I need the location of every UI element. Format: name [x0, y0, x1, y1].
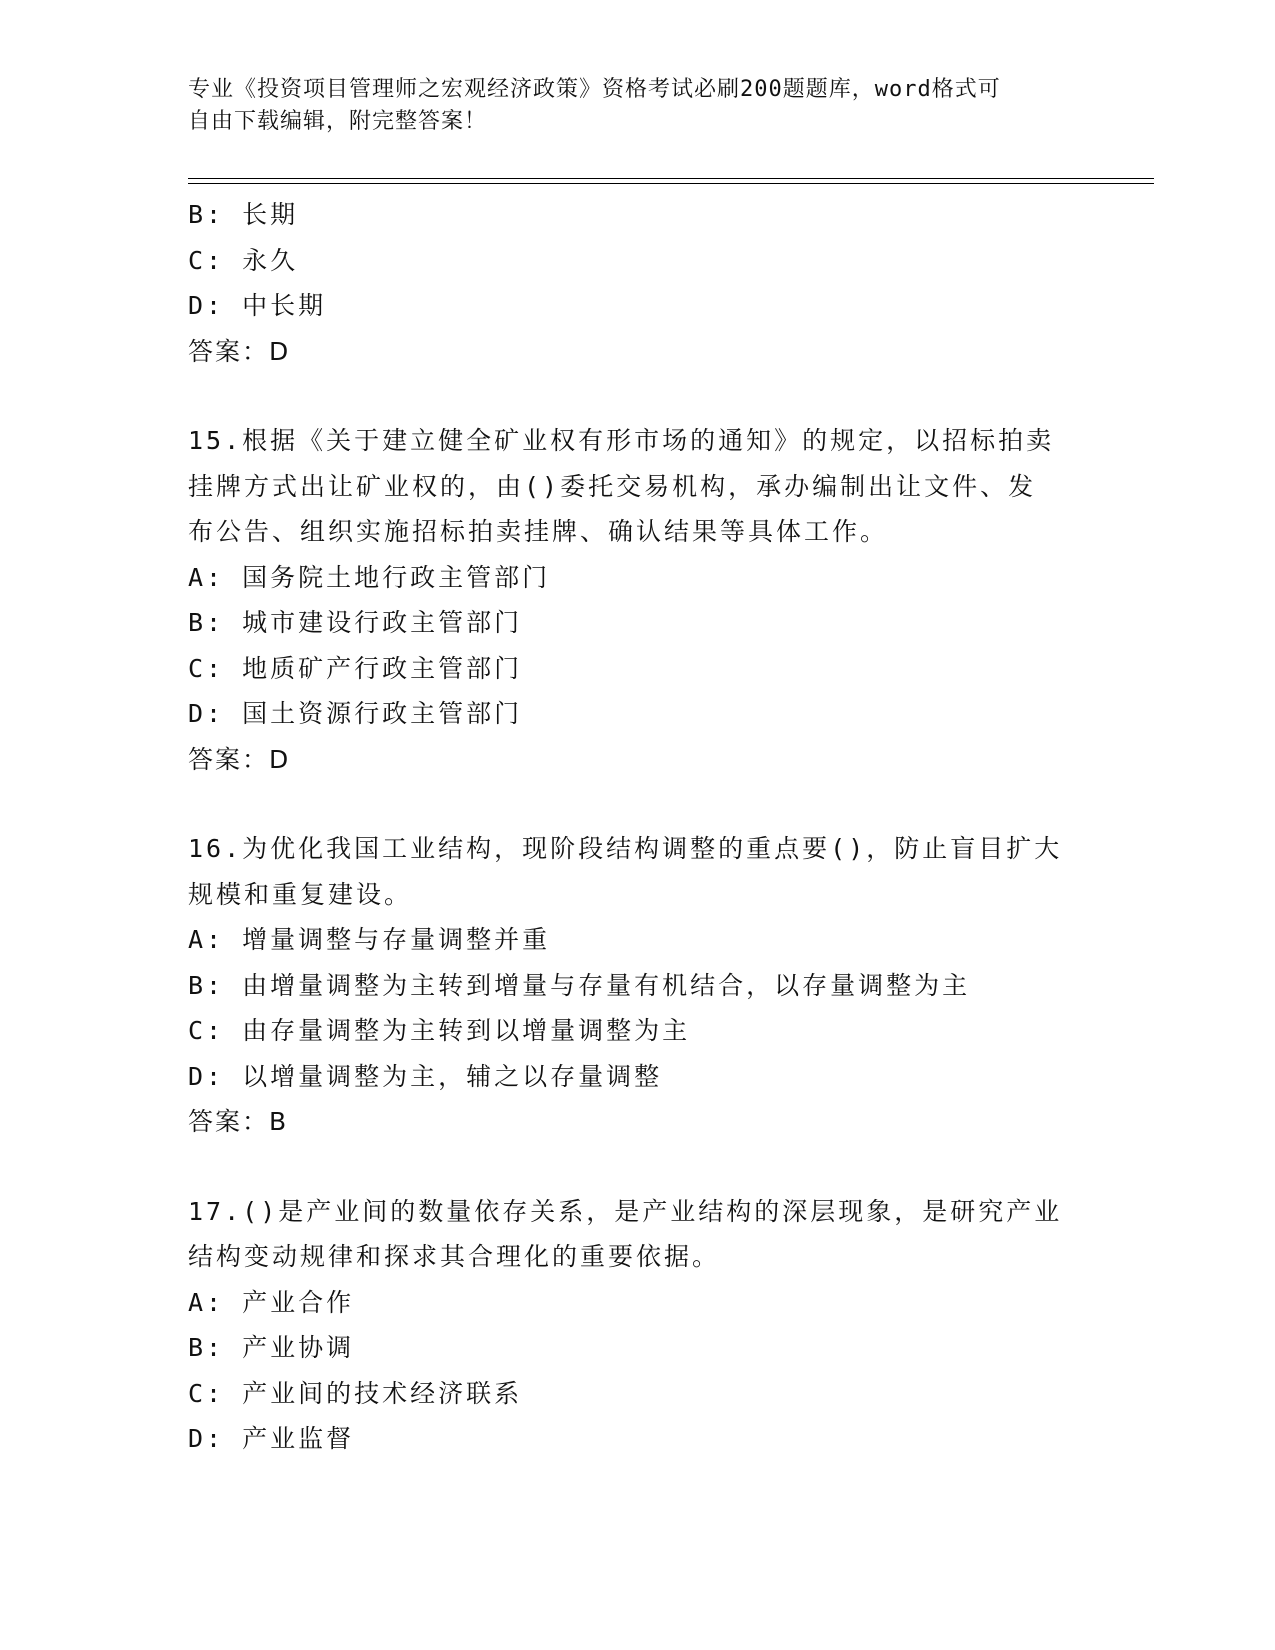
question-17 [188, 1189, 1088, 1462]
answer: 答案：D [188, 336, 291, 366]
option-d: D: 产业监督 [188, 1424, 355, 1453]
option-c: C: 由存量调整为主转到以增量调整为主 [188, 1016, 691, 1045]
option-d: D: 以增量调整为主，辅之以存量调整 [188, 1061, 663, 1091]
option-a: A: 产业合作 [188, 1287, 355, 1317]
option-a: A: 国务院土地行政主管部门 [188, 562, 551, 592]
header-rule-top [188, 178, 1154, 179]
option-a: A: 增量调整与存量调整并重 [188, 925, 551, 954]
question-15 [188, 418, 1088, 782]
option-b: B: 产业协调 [188, 1333, 355, 1362]
option-b: B: 城市建设行政主管部门 [188, 608, 523, 637]
option-c: C: 地质矿产行政主管部门 [188, 653, 523, 683]
option-b: B: 长期 [188, 200, 299, 229]
question-content [188, 192, 1088, 1462]
answer: 答案：B [188, 1107, 289, 1136]
header-rule-bottom [188, 183, 1154, 184]
question-text-line: 结构变动规律和探求其合理化的重要依据。 [188, 1242, 721, 1271]
question-14-tail [188, 192, 1088, 374]
question-text-line: 规模和重复建设。 [188, 879, 413, 909]
option-c: C: 产业间的技术经济联系 [188, 1378, 523, 1408]
question-text-line: 15.根据《关于建立健全矿业权有形市场的通知》的规定，以招标拍卖 [188, 426, 1055, 455]
option-c: C: 永久 [188, 245, 299, 275]
question-text-line: 布公告、组织实施招标拍卖挂牌、确认结果等具体工作。 [188, 517, 889, 546]
answer: 答案：D [188, 744, 291, 774]
question-text-line: 17.()是产业间的数量依存关系，是产业结构的深层现象，是研究产业 [188, 1196, 1063, 1226]
question-text-line: 挂牌方式出让矿业权的，由()委托交易机构，承办编制出让文件、发 [188, 471, 1037, 501]
page-header [188, 74, 1068, 138]
header-line-1: 专业《投资项目管理师之宏观经济政策》资格考试必刷200题题库，word格式可 [188, 77, 1001, 102]
option-d: D: 国土资源行政主管部门 [188, 699, 523, 728]
question-16 [188, 826, 1088, 1145]
header-line-2: 自由下载编辑，附完整答案！ [188, 109, 488, 134]
option-d: D: 中长期 [188, 291, 327, 320]
question-text-line: 16.为优化我国工业结构，现阶段结构调整的重点要()，防止盲目扩大 [188, 834, 1063, 863]
option-b: B: 由增量调整为主转到增量与存量有机结合，以存量调整为主 [188, 970, 971, 1000]
